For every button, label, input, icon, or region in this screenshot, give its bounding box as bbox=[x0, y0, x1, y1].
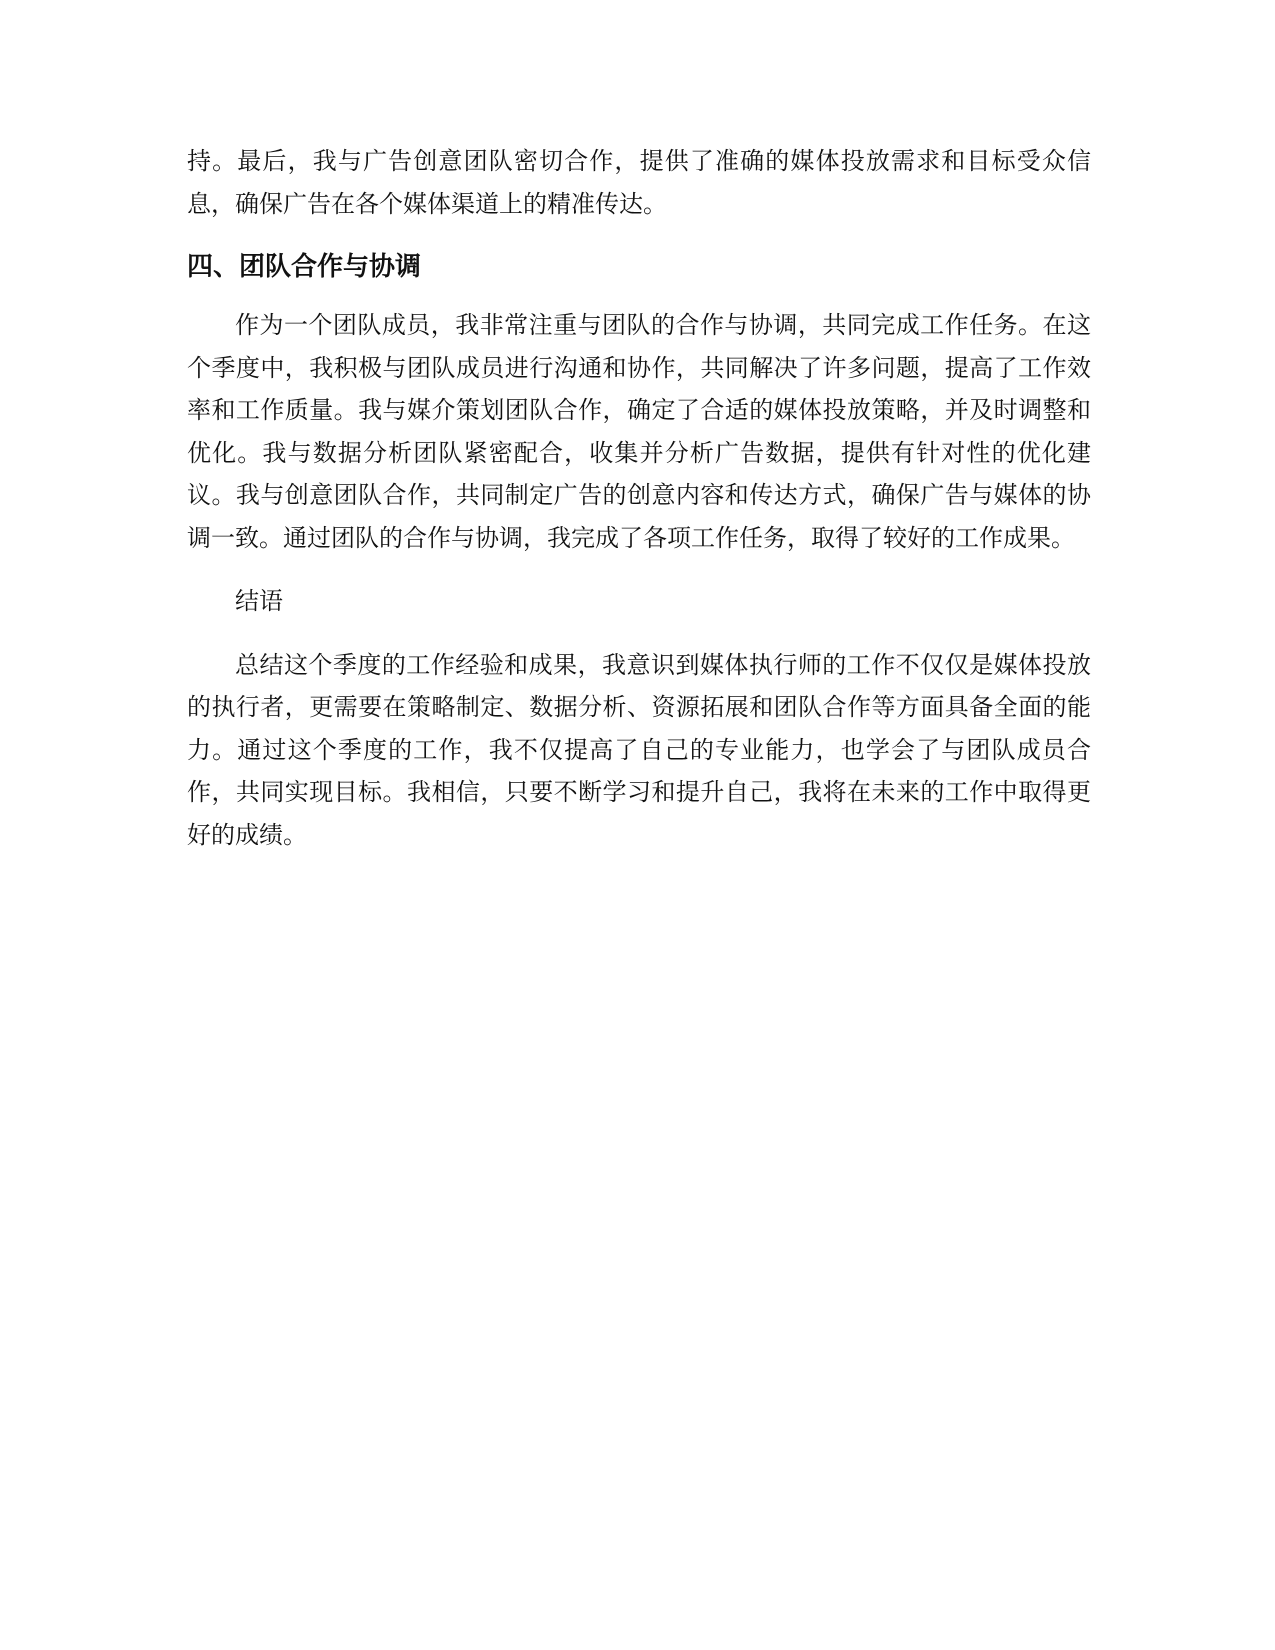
conclusion-paragraph: 总结这个季度的工作经验和成果，我意识到媒体执行师的工作不仅仅是媒体投放的执行者，更需要在策略制定、数据分析、资源拓展和团队合作等方面具备全面的能力。通过这个季度的工作，我不仅提高了自己的专业能力，也学会了与团队成员合作，共同实现目标。我相信，只要不断学习和提升自己，我将在未来的工作中取得更好的成绩。 bbox=[187, 650, 1091, 849]
section-paragraph: 作为一个团队成员，我非常注重与团队的合作与协调，共同完成工作任务。在这个季度中，我积极与团队成员进行沟通和协作，共同解决了许多问题，提高了工作效率和工作质量。我与媒介策划团队合作，确定了合适的媒体投放策略，并及时调整和优化。我与数据分析团队紧密配合，收集并分析广告数据，提供有针对性的优化建议。我与创意团队合作，共同制定广告的创意内容和传达方式，确保广告与媒体的协调一致。通过团队的合作与协调，我完成了各项工作任务，取得了较好的工作成果。 bbox=[187, 311, 1091, 552]
conclusion-heading: 结语 bbox=[235, 587, 283, 615]
document-page bbox=[187, 140, 1091, 856]
continuation-paragraph: 持。最后，我与广告创意团队密切合作，提供了准确的媒体投放需求和目标受众信息，确保广告在各个媒体渠道上的精准传达。 bbox=[187, 147, 1091, 218]
section-heading: 四、团队合作与协调 bbox=[187, 252, 422, 282]
